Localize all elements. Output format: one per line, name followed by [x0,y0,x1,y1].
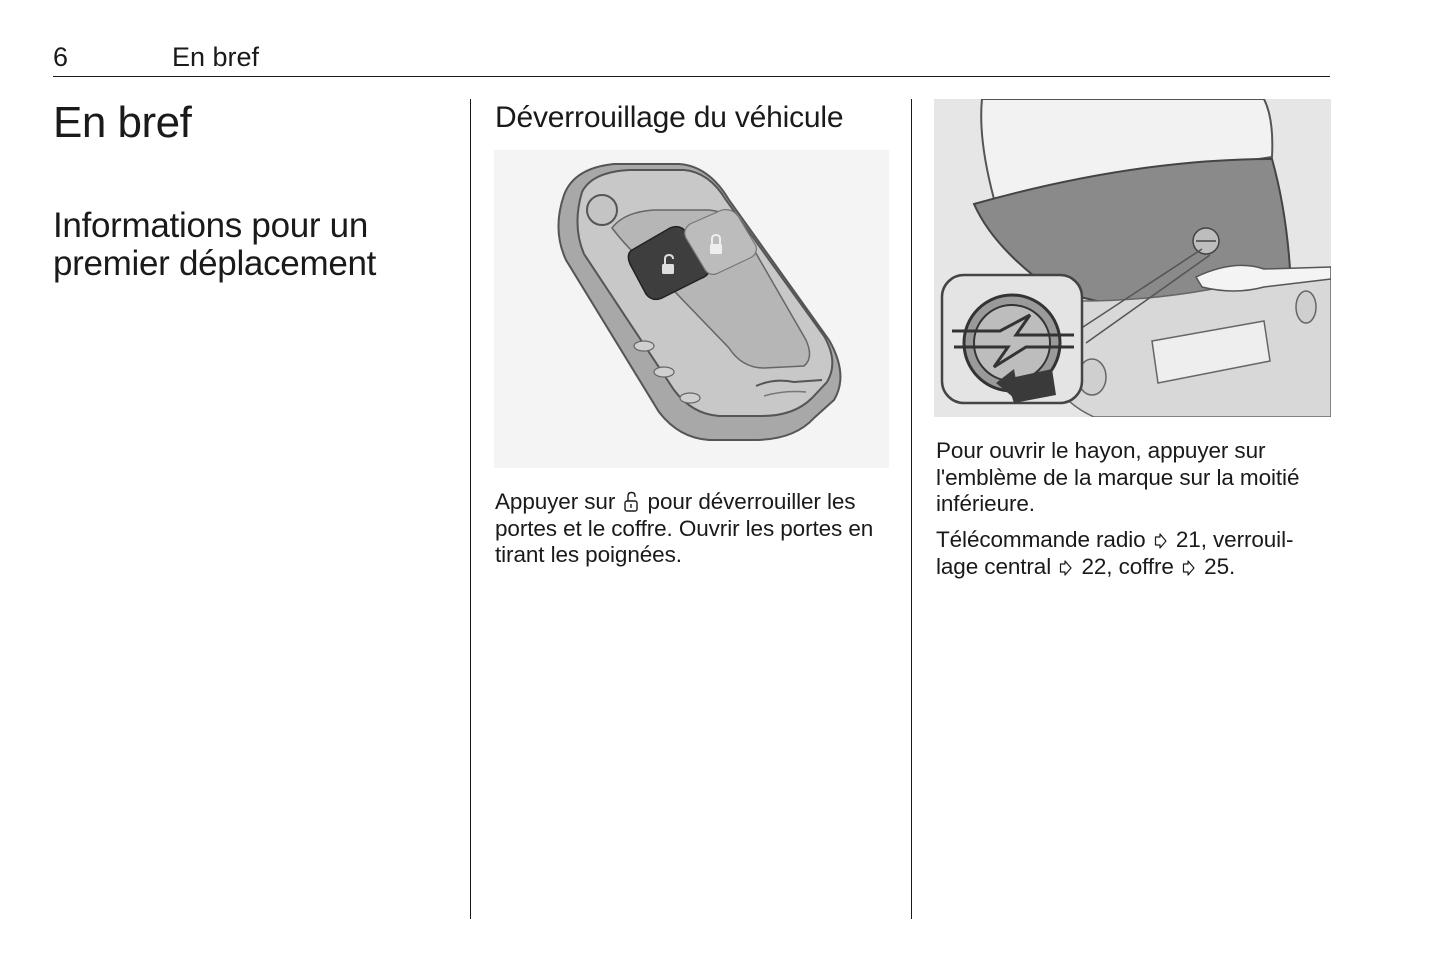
cross-reference-paragraph [936,527,1336,580]
cross-reference-arrow-icon [1059,560,1072,576]
xref-line1 [936,527,1336,554]
section-title [53,207,453,283]
xref-central-lock-page[interactable]: 22, coffre [1081,553,1174,579]
xref-central-lock-label: lage central [936,553,1052,579]
tailgate-figure [934,99,1331,417]
tailgate-emblem-icon [934,99,1331,417]
xref-remote-label: Télécommande radio [936,527,1146,552]
xref-trunk-page[interactable]: 25. [1204,553,1236,579]
tailgate-paragraph [936,438,1336,518]
subsection-heading: Déverrouillage du véhicule [495,101,844,134]
cross-reference-arrow-icon [1182,560,1195,576]
section-title-line1: Informations pour un [53,206,369,245]
unlock-paragraph-line3: tirant les poignées. [495,542,682,567]
column-divider-right [911,99,912,919]
running-header: En bref [172,42,260,72]
unlock-icon [623,491,639,513]
xref-remote-page[interactable]: 21, verrouil- [1175,527,1294,552]
key-fob-figure [494,150,889,468]
key-fob-icon [494,150,889,468]
unlock-paragraph-line2: portes et le coffre. Ouvrir les portes en [495,515,874,541]
tailgate-paragraph-line2: l'emblème de la marque sur la moitié [936,464,1300,490]
unlock-paragraph-line1 [495,489,895,516]
unlock-text-start: Appuyer sur [495,489,616,514]
tailgate-paragraph-line1: Pour ouvrir le hayon, appuyer sur [936,438,1266,463]
tailgate-paragraph-line3: inférieure. [936,491,1035,516]
header-rule [53,76,1330,77]
chapter-title: En bref [53,98,192,147]
xref-line2 [936,554,1336,581]
cross-reference-arrow-icon [1154,533,1167,549]
section-title-line2: premier déplacement [53,244,377,283]
unlock-paragraph [495,489,895,569]
column-divider-left [470,99,471,919]
page-number: 6 [53,42,69,72]
unlock-text-end: pour déverrouiller les [647,489,856,514]
